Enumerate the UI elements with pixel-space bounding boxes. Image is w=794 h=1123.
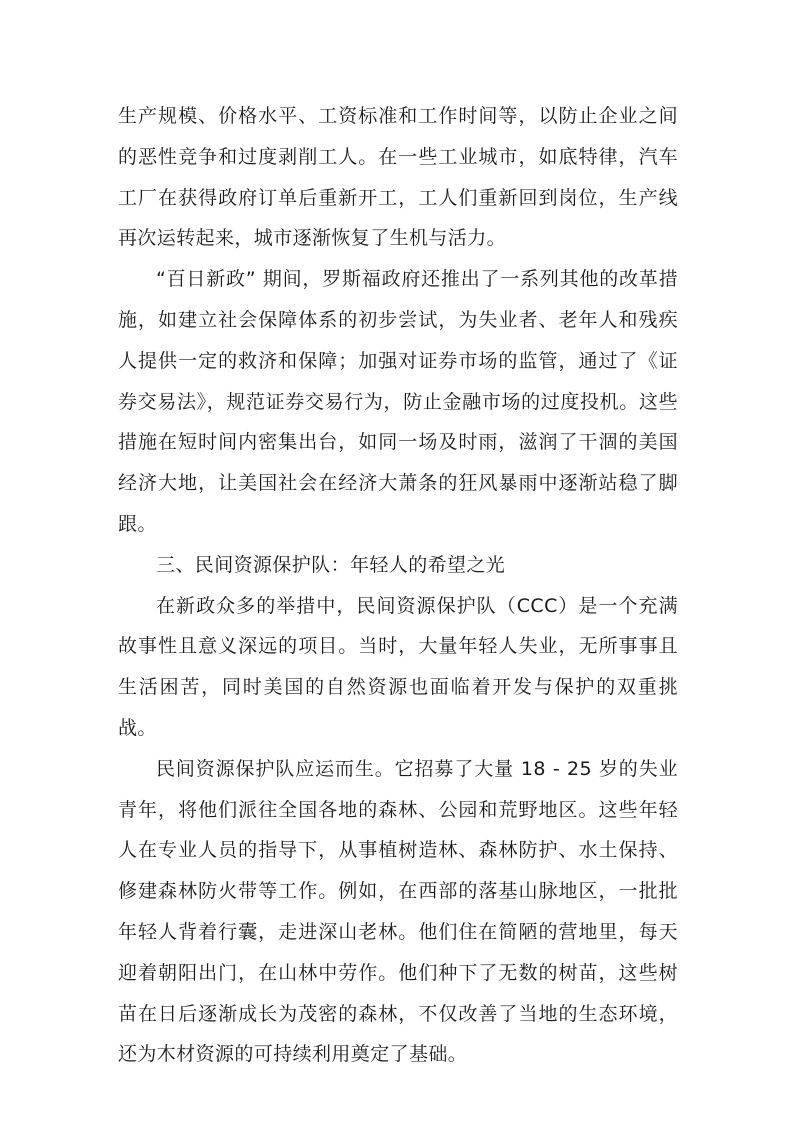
paragraph-continued: 生产规模、价格水平、工资标准和工作时间等，以防止企业之间的恶性竞争和过度剥削工人。在一些工业城市，如底特律，汽车工厂在获得政府订单后重新开工，工人们重新回到岗位，生产线再次运转起来，城市逐渐恢复了生机与活力。 [118,105,678,250]
paragraph-hundred-days: “百日新政” 期间，罗斯福政府还推出了一系列其他的改革措施，如建立社会保障体系的初步尝试，为失业者、老年人和残疾人提供一定的救济和保障；加强对证券市场的监管，通过了《证券交易法》，规范证券交易行为，防止金融市场的过度投机。这些措施在短时间内密集出台，如同一场及时雨，滋润了干涸的美国经济大地，让美国社会在经济大萧条的狂风暴雨中逐渐站稳了脚跟。 [118,268,678,535]
document-body [118,96,678,1075]
section-heading-ccc: 三、民间资源保护队：年轻人的希望之光 [156,553,506,576]
paragraph-ccc-intro: 在新政众多的举措中，民间资源保护队（CCC）是一个充满故事性且意义深远的项目。当时，大量年轻人失业，无所事事且生活困苦，同时美国的自然资源也面临着开发与保护的双重挑战。 [118,594,678,739]
paragraph-ccc-details: 民间资源保护队应运而生。它招募了大量 18 - 25 岁的失业青年，将他们派往全国各地的森林、公园和荒野地区。这些年轻人在专业人员的指导下，从事植树造林、森林防护、水土保持、修建森林防火带等工作。例如，在西部的落基山脉地区，一批批年轻人背着行囊，走进深山老林。他们住在简陋的营地里，每天迎着朝阳出门，在山林中劳作。他们种下了无数的树苗，这些树苗在日后逐渐成长为茂密的森林，不仅改善了当地的生态环境，还为木材资源的可持续利用奠定了基础。 [118,757,678,1066]
